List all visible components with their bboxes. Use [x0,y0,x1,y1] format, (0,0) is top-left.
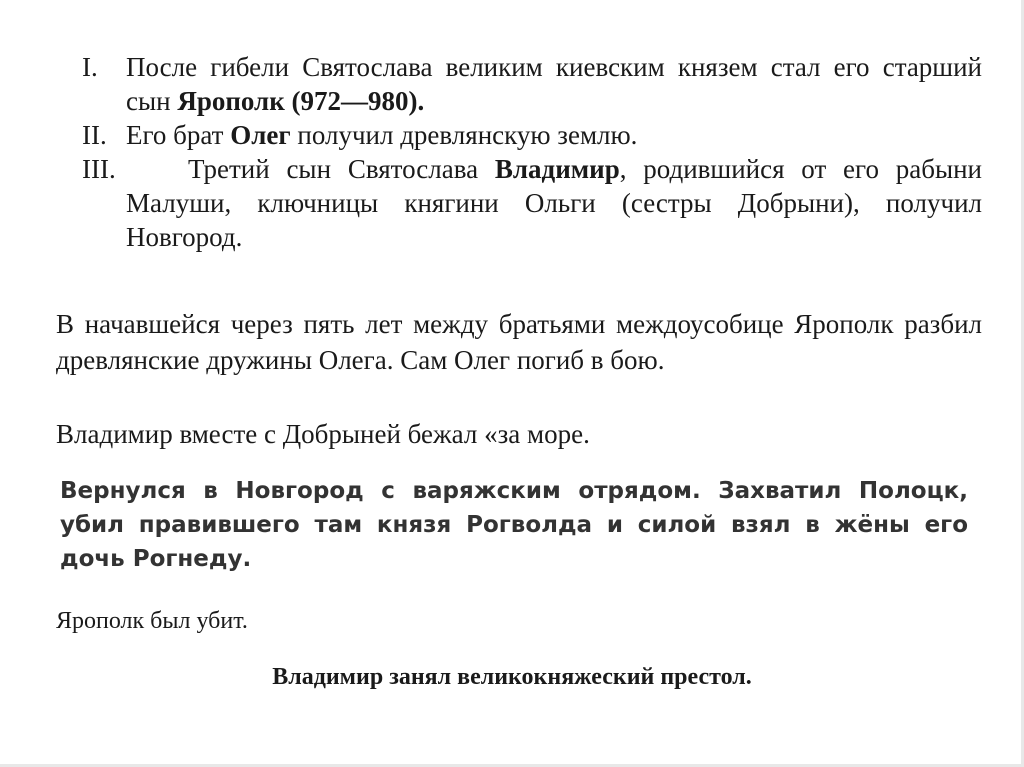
list-text: Его брат [126,120,231,150]
list-bold-name: Владимир [494,154,620,184]
list-number: I. [82,52,98,82]
list-text-tail: получил древлянскую землю. [290,120,638,150]
paragraph-returned: Вернулся в Новгород с варяжским отрядом. Захватил Полоцк, убил правившего там князя Рогволда и силой взял в жёны его дочь Рогнеду. [60,478,968,572]
rulers-list [82,50,982,254]
list-text: После гибели Святослава великим киевским князем стал его старший сын [126,52,982,116]
list-bold-name: Ярополк (972—980). [177,86,425,116]
paragraph-throne: Владимир занял великокняжеский престол. [272,664,752,690]
paragraph-civil-war: В начавшейся через пять лет между братьями междоусобице Ярополк разбил древлянские дружины Олега. Сам Олег погиб в бою. [56,309,982,375]
paragraph-fled: Владимир вместе с Добрыней бежал «за море. [56,419,590,449]
list-text: Третий сын Святослава [188,154,495,184]
list-item-oleg [82,118,982,152]
list-item-yaropolk [82,50,982,118]
list-number: II. [82,120,107,150]
list-bold-name: Олег [230,120,291,150]
list-number: III. [82,154,116,184]
list-item-vladimir [82,152,982,254]
list-text-tail: , родившийся от его рабыни Малуши, ключницы княгини Ольги (сестры Добрыни), получил Новгород. [126,154,982,252]
paragraph-killed: Ярополк был убит. [56,608,248,634]
